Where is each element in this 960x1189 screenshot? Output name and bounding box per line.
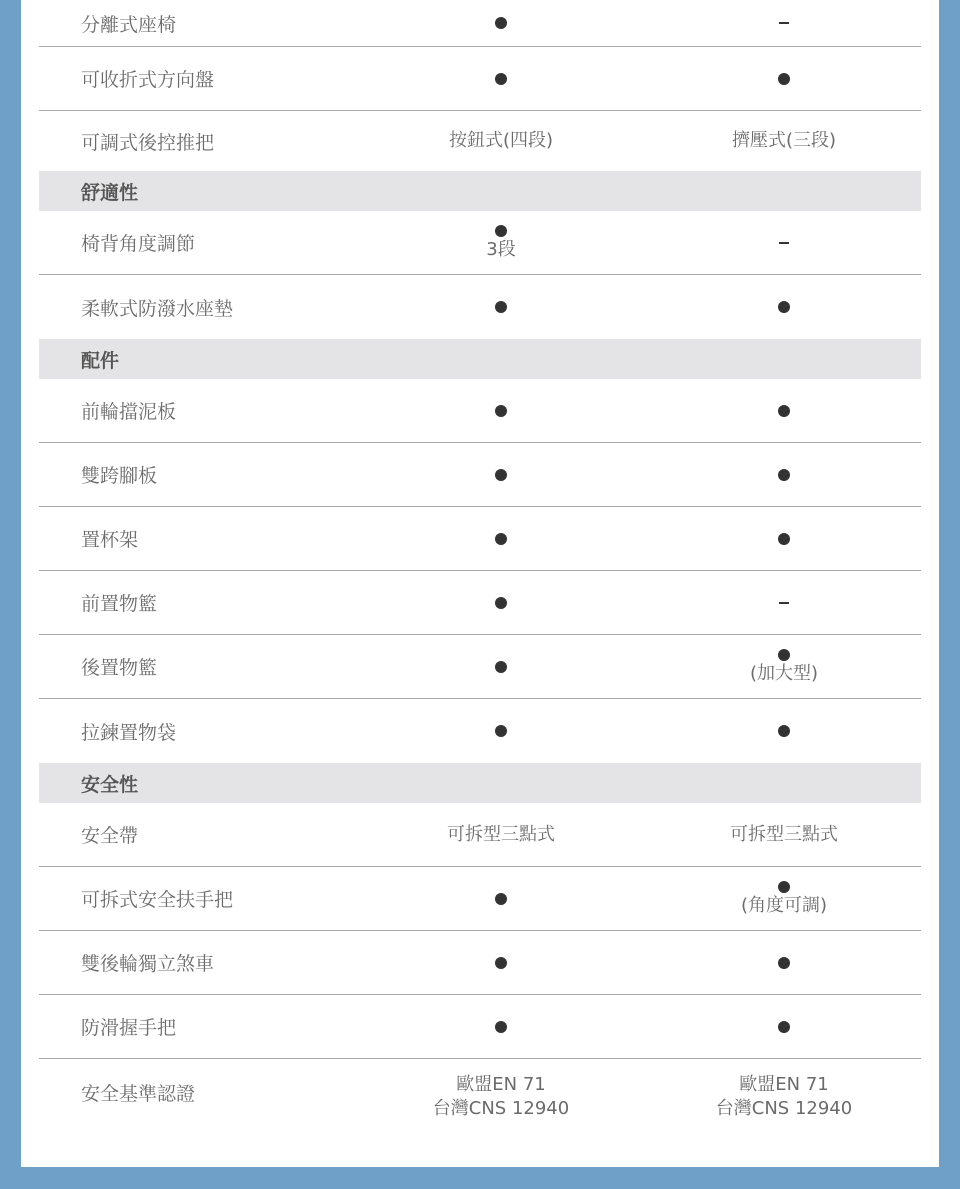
table-row [39, 379, 921, 443]
row-label: 前輪擋泥板 [81, 401, 177, 423]
table-row [39, 1059, 921, 1155]
model-b-cell [664, 22, 904, 24]
model-a-cell [381, 957, 621, 969]
model-b-cell [664, 602, 904, 604]
yes-dot-icon [495, 469, 507, 481]
row-label: 椅背角度調節 [81, 233, 196, 255]
model-a-cell: 可拆型三點式 [447, 823, 555, 845]
yes-dot-icon [778, 881, 790, 893]
model-b-cell [664, 649, 904, 685]
model-b-cell: 擠壓式(三段) [731, 130, 837, 151]
row-label: 可收折式方向盤 [81, 69, 215, 91]
model-a-cell [381, 301, 621, 313]
yes-dot-icon [778, 1021, 790, 1033]
no-dash-icon [779, 242, 789, 244]
row-label: 可拆式安全扶手把 [81, 889, 234, 911]
model-a-cell [381, 225, 621, 261]
row-label: 柔軟式防潑水座墊 [81, 297, 234, 320]
model-b-cell: 可拆型三點式 [730, 823, 838, 845]
row-label: 置杯架 [81, 529, 139, 551]
yes-dot-icon [778, 725, 790, 737]
section-header-comfort [39, 171, 921, 211]
model-a-cell [381, 725, 621, 737]
model-b-cell [664, 469, 904, 481]
yes-dot-icon [495, 893, 507, 905]
cell-note: 3段 [486, 238, 516, 260]
section-header-safety [39, 763, 921, 803]
yes-dot-icon [778, 469, 790, 481]
model-b-cell [664, 301, 904, 313]
cert-eu: 歐盟EN 71 [739, 1074, 829, 1095]
cell-note: (角度可調) [740, 894, 828, 916]
model-b-cell [664, 73, 904, 85]
yes-dot-icon [778, 301, 790, 313]
model-a-cell [381, 893, 621, 905]
table-row [39, 507, 921, 571]
cert-tw: 台灣CNS 12940 [715, 1098, 853, 1119]
row-label: 安全帶 [81, 825, 139, 847]
table-row [39, 635, 921, 699]
yes-dot-icon [495, 1021, 507, 1033]
table-row [39, 211, 921, 275]
model-b-cell [664, 1021, 904, 1033]
model-a-cell [381, 1021, 621, 1033]
table-row [39, 443, 921, 507]
yes-dot-icon [495, 533, 507, 545]
table-row [39, 275, 921, 339]
table-row [39, 47, 921, 111]
row-label: 安全基準認證 [81, 1083, 196, 1105]
model-b-cell [664, 725, 904, 737]
yes-dot-icon [778, 73, 790, 85]
no-dash-icon [779, 602, 789, 604]
cell-note: (加大型) [749, 662, 819, 684]
table-row [39, 931, 921, 995]
model-b-cell [664, 405, 904, 417]
yes-dot-icon [495, 73, 507, 85]
table-row [39, 571, 921, 635]
model-b-cell [664, 1073, 904, 1121]
spec-card [21, 0, 939, 1167]
model-a-cell [381, 405, 621, 417]
model-b-cell [664, 533, 904, 545]
model-a-cell [381, 597, 621, 609]
table-row [39, 111, 921, 171]
yes-dot-icon [778, 649, 790, 661]
model-a-cell [381, 73, 621, 85]
model-a-cell [381, 17, 621, 29]
model-b-cell [664, 957, 904, 969]
yes-dot-icon [495, 725, 507, 737]
cert-eu: 歐盟EN 71 [456, 1074, 546, 1095]
table-row [39, 803, 921, 867]
model-a-cell [381, 661, 621, 673]
model-a-cell [381, 469, 621, 481]
table-row [39, 867, 921, 931]
model-b-cell [664, 242, 904, 244]
spec-table [39, 0, 921, 1155]
yes-dot-icon [495, 661, 507, 673]
model-a-cell [381, 533, 621, 545]
yes-dot-icon [495, 597, 507, 609]
yes-dot-icon [778, 957, 790, 969]
model-b-cell [664, 881, 904, 917]
table-row [39, 0, 921, 47]
table-row [39, 995, 921, 1059]
row-label: 防滑握手把 [81, 1017, 177, 1039]
row-label: 可調式後控推把 [81, 131, 215, 154]
yes-dot-icon [495, 225, 507, 237]
row-label: 分離式座椅 [81, 13, 177, 36]
model-a-cell: 按鈕式(四段) [448, 130, 554, 151]
yes-dot-icon [495, 405, 507, 417]
row-label: 雙後輪獨立煞車 [81, 953, 215, 975]
row-label: 後置物籃 [81, 657, 158, 679]
yes-dot-icon [495, 957, 507, 969]
row-label: 雙跨腳板 [81, 465, 158, 487]
section-header-accessories [39, 339, 921, 379]
yes-dot-icon [778, 405, 790, 417]
section-title: 舒適性 [81, 181, 139, 204]
row-label: 前置物籃 [81, 593, 158, 615]
row-label: 拉鍊置物袋 [81, 721, 177, 744]
section-title: 安全性 [81, 773, 139, 796]
section-title: 配件 [81, 349, 120, 372]
no-dash-icon [779, 22, 789, 24]
yes-dot-icon [495, 17, 507, 29]
cert-tw: 台灣CNS 12940 [432, 1098, 570, 1119]
table-row [39, 699, 921, 763]
yes-dot-icon [495, 301, 507, 313]
yes-dot-icon [778, 533, 790, 545]
model-a-cell [381, 1073, 621, 1121]
